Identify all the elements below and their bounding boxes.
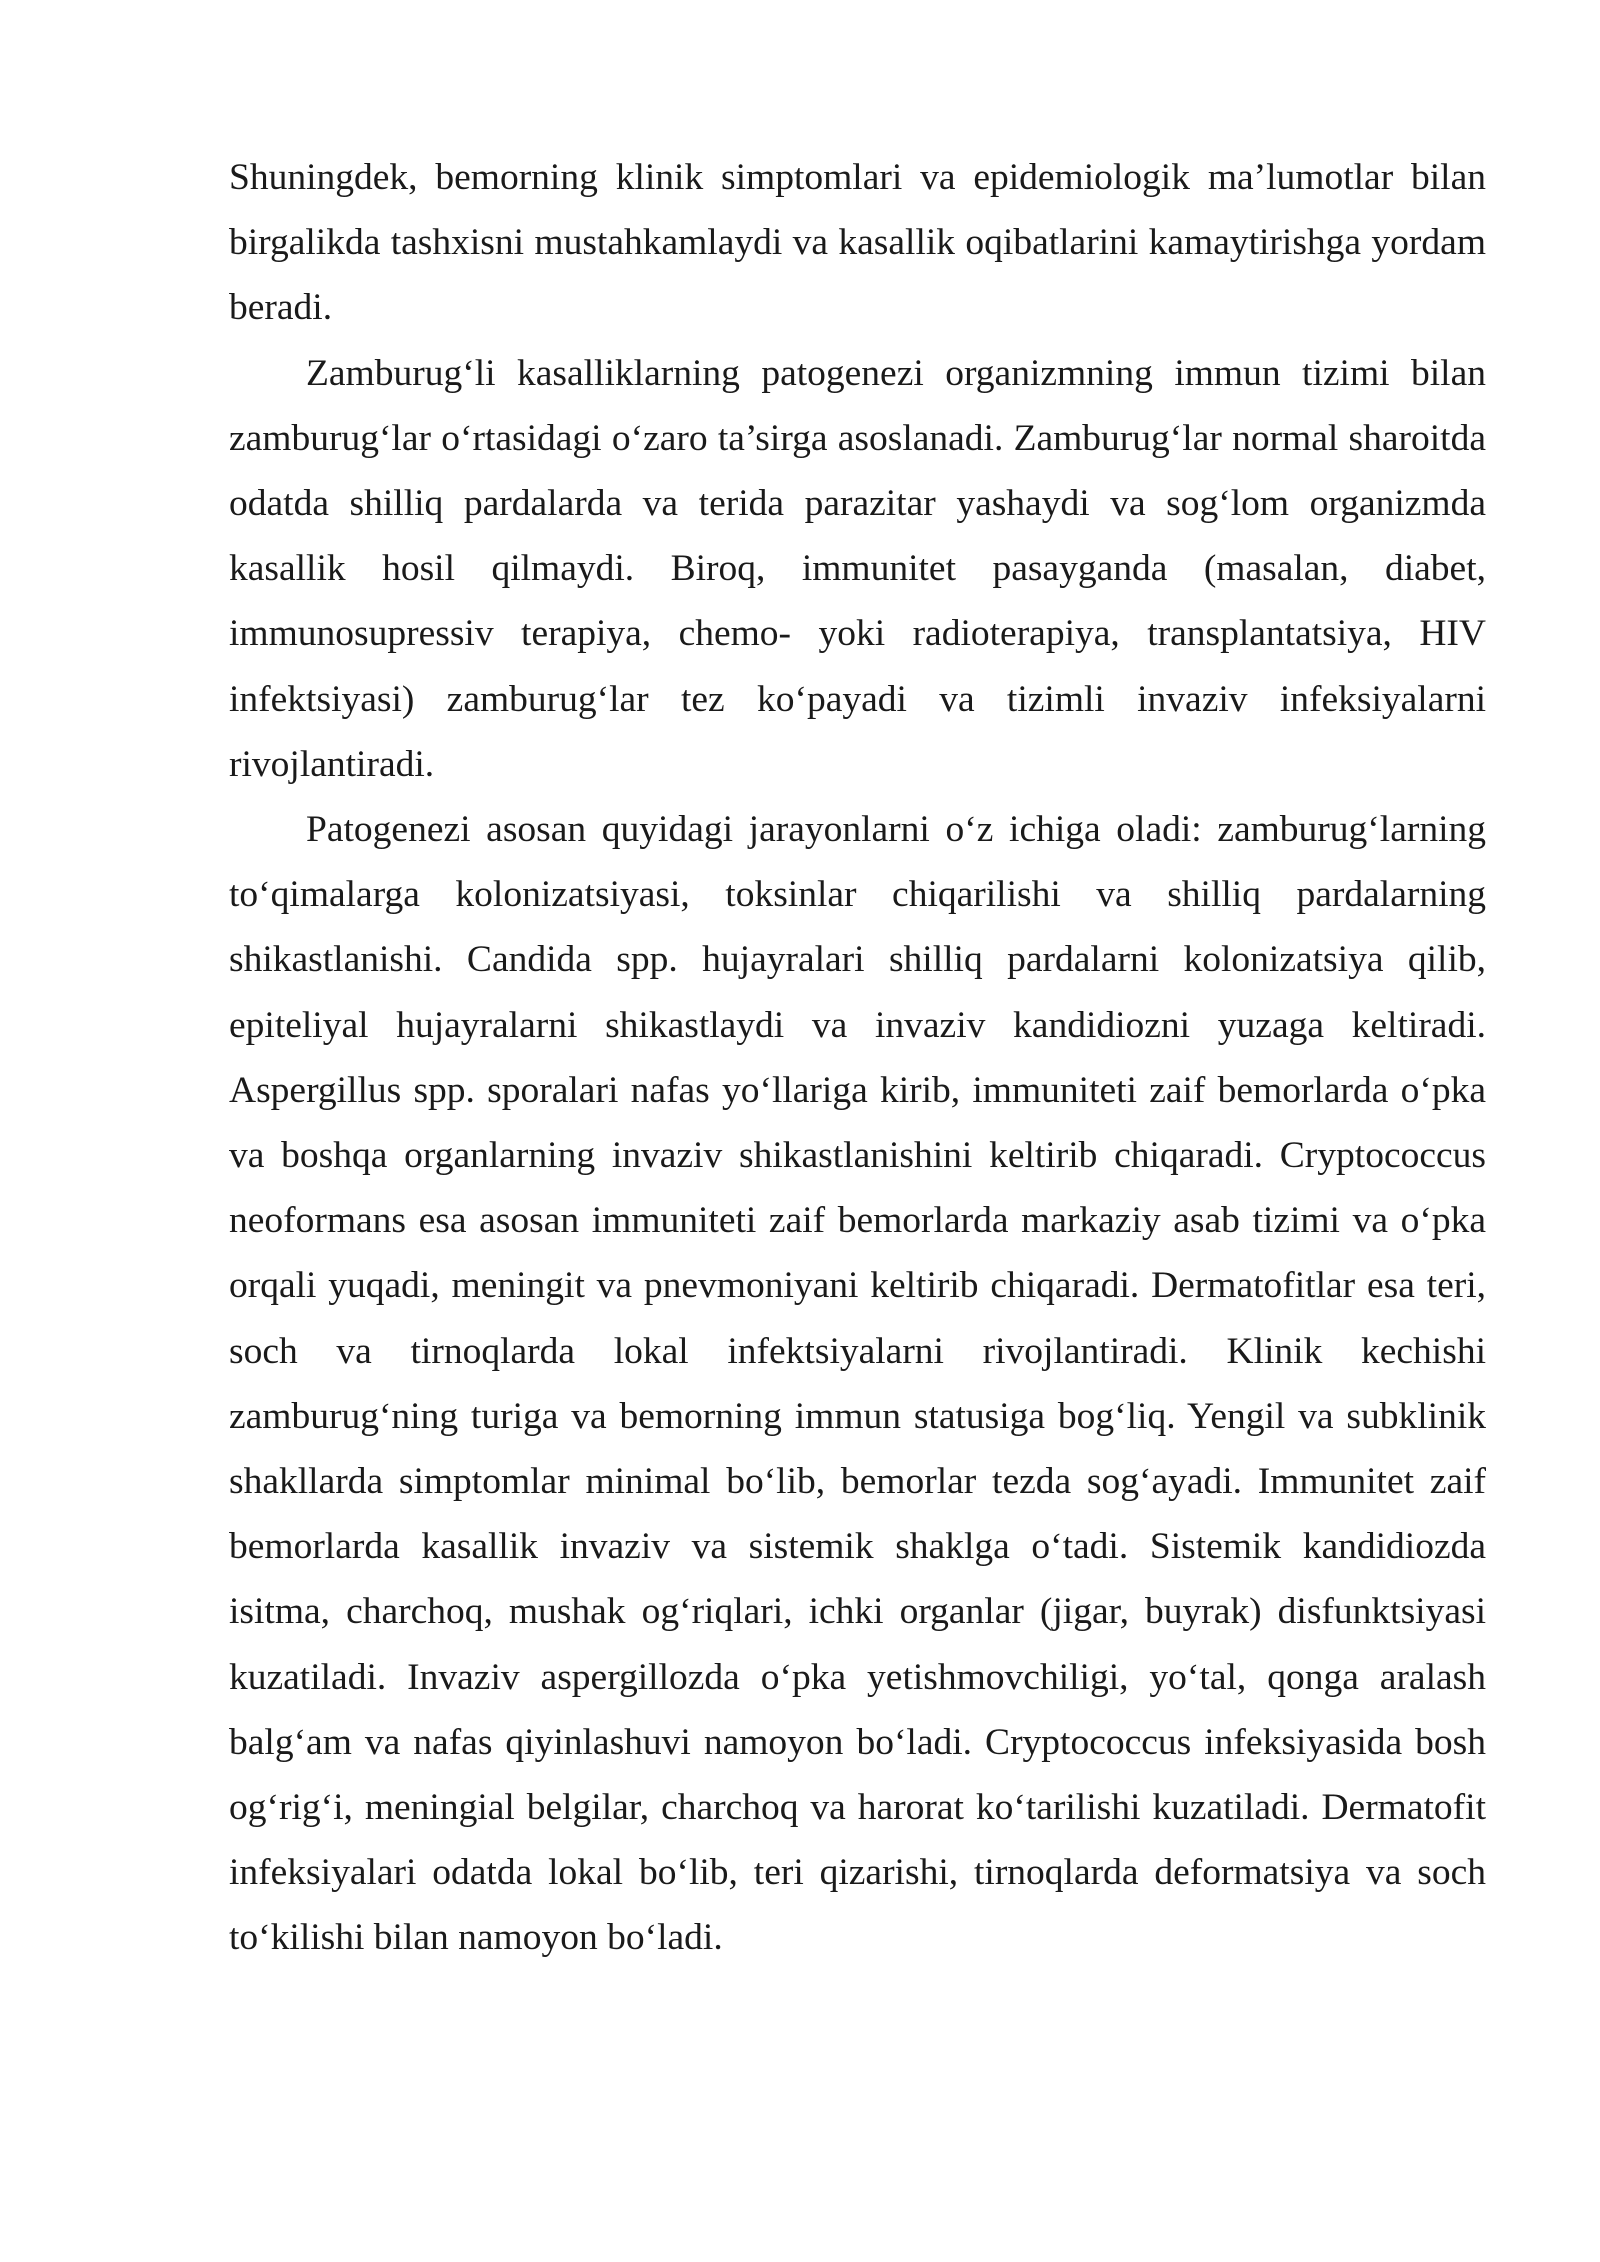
paragraph-pathogenesis-intro: Zamburug‘li kasalliklarning patogenezi organizmning immun tizimi bilan zamburug‘lar o‘rtasidagi o‘zaro ta’sirga asoslanadi. Zamburug‘lar normal sharoitda odatda shilliq pardalarda va terida parazitar yashaydi va sog‘lom organizmda kasallik hosil qilmaydi. Biroq, immunitet pasayganda (masalan, diabet, immunosupressiv terapiya, chemo- yoki radioterapiya, transplantatsiya, HIV infektsiyasi) zamburug‘lar tez ko‘payadi va tizimli invaziv infeksiyalarni rivojlantiradi. [229,352,1486,785]
paragraph-pathogenesis-details: Patogenezi asosan quyidagi jarayonlarni o‘z ichiga oladi: zamburug‘larning to‘qimalarga kolonizatsiyasi, toksinlar chiqarilishi va shilliq pardalarning shikastlanishi. Candida spp. hujayralari shilliq pardalarni kolonizatsiya qilib, epiteliyal hujayralarni shikastlaydi va invaziv kandidiozni yuzaga keltiradi. Aspergillus spp. sporalari nafas yo‘llariga kirib, immuniteti zaif bemorlarda o‘pka va boshqa organlarning invaziv shikastlanishini keltirib chiqaradi. Cryptococcus neoformans esa asosan immuniteti zaif bemorlarda markaziy asab tizimi va o‘pka orqali yuqadi, meningit va pnevmoniyani keltirib chiqaradi. Dermatofitlar esa teri, soch va tirnoqlarda lokal infektsiyalarni rivojlantiradi. Klinik kechishi zamburug‘ning turiga va bemorning immun statusiga bog‘liq. Yengil va subklinik shakllarda simptomlar minimal bo‘lib, bemorlar tezda sog‘ayadi. Immunitet zaif bemorlarda kasallik invaziv va sistemik shaklga o‘tadi. Sistemik kandidiozda isitma, charchoq, mushak og‘riqlari, ichki organlar (jigar, buyrak) disfunktsiyasi kuzatiladi. Invaziv aspergillozda o‘pka yetishmovchiligi, yo‘tal, qonga aralash balg‘am va nafas qiyinlashuvi namoyon bo‘ladi. Cryptococcus infeksiyasida bosh og‘rig‘i, meningial belgilar, charchoq va harorat ko‘tarilishi kuzatiladi. Dermatofit infeksiyalari odatda lokal bo‘lib, teri qizarishi, tirnoqlarda deformatsiya va soch to‘kilishi bilan namoyon bo‘ladi. [229,809,1486,1959]
body-text [229,145,1486,1971]
paragraph-diagnosis-summary: Shuningdek, bemorning klinik simptomlari va epidemiologik ma’lumotlar bilan birgalikda tashxisni mustahkamlaydi va kasallik oqibatlarini kamaytirishga yordam beradi. [229,157,1486,329]
